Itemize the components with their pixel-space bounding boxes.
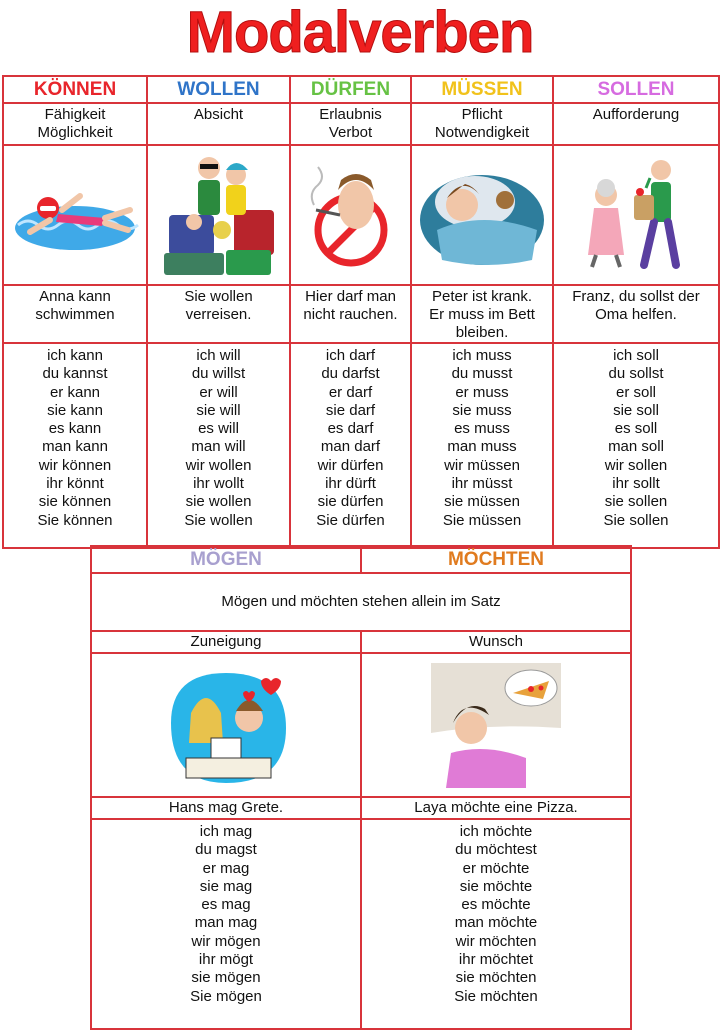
meaning-cell: Pflicht Notwendigkeit — [411, 103, 553, 145]
conjugation-list: ich kann du kannst er kann sie kann es kann man kann wir können ihr könnt sie können Sie können — [3, 343, 147, 548]
meaning-cell: Fähigkeit Möglichkeit — [3, 103, 147, 145]
verb-header-duerfen: DÜRFEN — [290, 76, 411, 103]
couple-in-love-illustration — [91, 653, 361, 797]
sick-boy-in-bed-illustration — [411, 145, 553, 285]
conjugation-list: ich will du willst er will sie will es will man will wir wollen ihr wollt sie wollen Sie wollen — [147, 343, 290, 548]
verb-header-moegen: MÖGEN — [91, 546, 361, 573]
verb-header-moechten: MÖCHTEN — [361, 546, 631, 573]
verb-header-muessen: MÜSSEN — [411, 76, 553, 103]
example-sentence: Sie wollen verreisen. — [147, 285, 290, 343]
moegen-moechten-table — [90, 545, 632, 1030]
example-sentence: Laya möchte eine Pizza. — [361, 797, 631, 819]
conjugation-list: ich muss du musst er muss sie muss es muss man muss wir müssen ihr müsst sie müssen Sie müssen — [411, 343, 553, 548]
conjugation-list: ich mag du magst er mag sie mag es mag man mag wir mögen ihr mögt sie mögen Sie mögen — [91, 819, 361, 1029]
example-sentence: Hier darf man nicht rauchen. — [290, 285, 411, 343]
conjugation-list: ich soll du sollst er soll sie soll es soll man soll wir sollen ihr sollt sie sollen Sie sollen — [553, 343, 719, 548]
no-smoking-illustration — [290, 145, 411, 285]
meaning-cell: Zuneigung — [91, 631, 361, 653]
example-sentence: Hans mag Grete. — [91, 797, 361, 819]
usage-note: Mögen und möchten stehen allein im Satz — [91, 573, 631, 631]
meaning-cell: Absicht — [147, 103, 290, 145]
example-sentence: Peter ist krank. Er muss im Bett bleiben. — [411, 285, 553, 343]
verb-header-sollen: SOLLEN — [553, 76, 719, 103]
modal-verbs-table — [2, 75, 720, 549]
meaning-cell: Aufforderung — [553, 103, 719, 145]
meaning-cell: Wunsch — [361, 631, 631, 653]
meaning-cell: Erlaubnis Verbot — [290, 103, 411, 145]
page-title: Modalverben — [186, 0, 534, 65]
example-sentence: Franz, du sollst der Oma helfen. — [553, 285, 719, 343]
helping-grandma-illustration — [553, 145, 719, 285]
conjugation-list: ich möchte du möchtest er möchte sie möchte es möchte man möchte wir möchten ihr möchtet sie möchten Sie möchten — [361, 819, 631, 1029]
example-sentence: Anna kann schwimmen — [3, 285, 147, 343]
girl-dreaming-of-pizza-illustration — [361, 653, 631, 797]
swimmer-illustration — [3, 145, 147, 285]
conjugation-list: ich darf du darfst er darf sie darf es darf man darf wir dürfen ihr dürft sie dürfen Sie dürfen — [290, 343, 411, 548]
verb-header-wollen: WOLLEN — [147, 76, 290, 103]
travelling-family-illustration — [147, 145, 290, 285]
verb-header-koennen: KÖNNEN — [3, 76, 147, 103]
